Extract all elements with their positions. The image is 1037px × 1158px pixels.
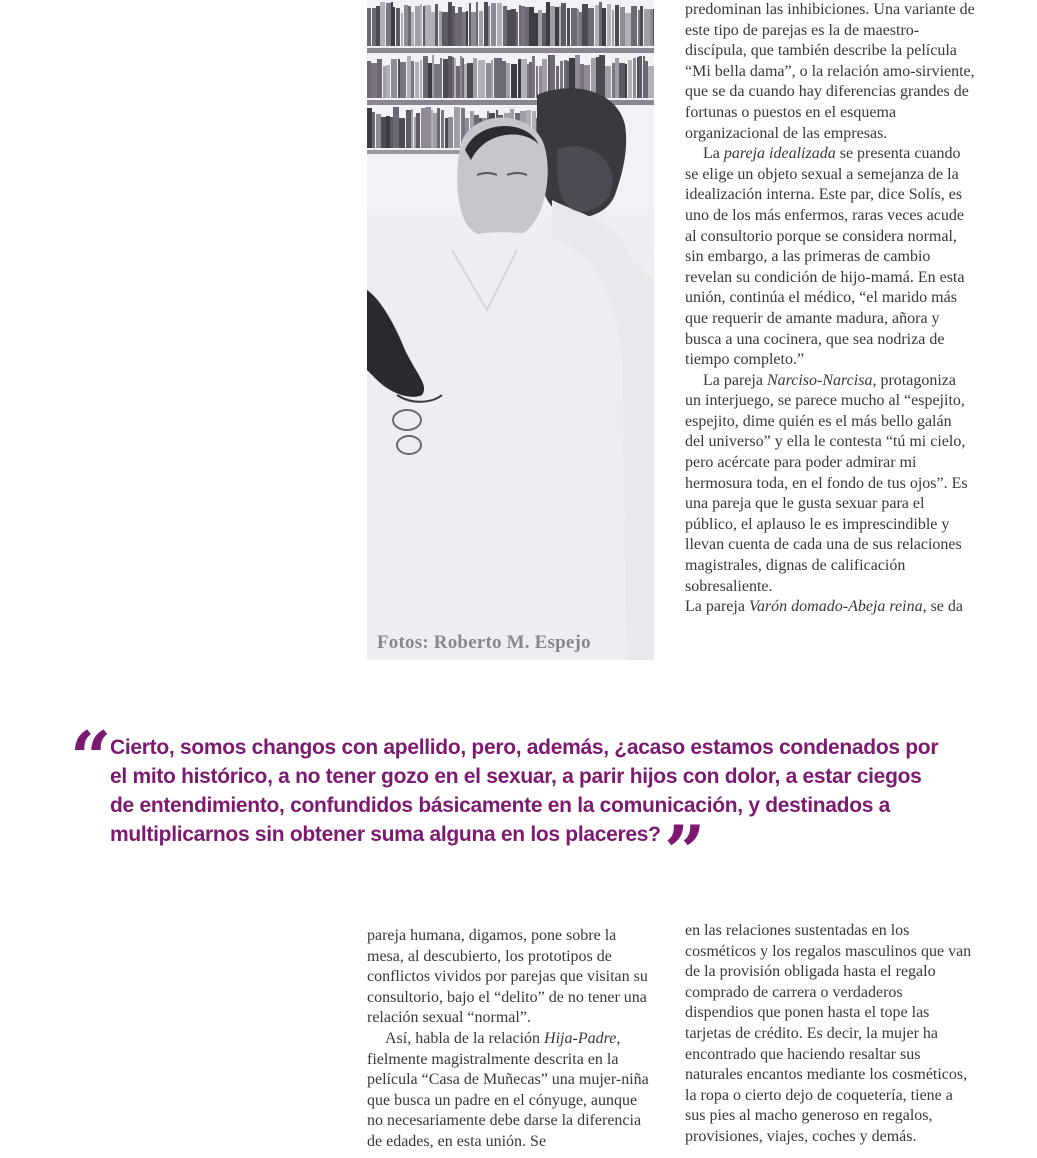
paragraph	[685, 144, 975, 371]
text-run: Así, habla de la relación	[385, 1029, 545, 1047]
article-column-right-bottom	[685, 921, 975, 1148]
paragraph	[685, 371, 975, 598]
text-run: , se da	[922, 598, 963, 616]
article-photo	[367, 0, 654, 660]
article-column-right-top	[685, 0, 975, 618]
text-run: , fielmente magistralmente descrita en la película “Casa de Muñecas” una mujer-niña que busca un padre en el cónyuge, aunque no necesariamente debe darse la diferencia de edades, en esta unión. Se	[367, 1029, 649, 1150]
text-run: , protagoniza un interjuego, se parece mucho al “espejito, espejito, dime quién es el más bello galán del universo” y ella le contesta “tú mi cielo, pero acércate para poder admirar mi hermosura toda, en el fondo de tus ojos”. Es una pareja que le gusta sexuar para el público, el aplauso le es imprescindible y llevan cuenta de cada una de sus relaciones magistrales, dignas de calificación sobresaliente.	[685, 371, 968, 595]
close-quote-mark: ”	[664, 809, 706, 894]
text-run: pareja humana, digamos, pone sobre la mesa, al descubierto, los prototipos de conflictos vividos por parejas que visitan su consultorio, bajo el “delito” de no tener una relación sexual “normal”.	[367, 927, 648, 1027]
paragraph	[367, 926, 657, 1029]
text-run: La	[703, 145, 724, 163]
text-run: se presenta cuando se elige un objeto sexual a semejanza de la idealización interna. Este par, dice Solís, es uno de los más enfermos, raras veces acude al consultorio porque se considera normal, sin embargo, a las primeras de cambio revelan su condición de hijo-mamá. En esta unión, continúa el médico, “el marido más que requerir de amante madura, añora y busca a una cocinera, que sea nodriza de tiempo completo.”	[685, 145, 965, 369]
italic-term: Narciso-Narcisa	[766, 371, 873, 389]
italic-term: pareja idealizada	[723, 145, 836, 163]
photo-illustration	[367, 0, 654, 660]
italic-term: Hija-Padre	[544, 1029, 617, 1047]
text-run: en las relaciones sustentadas en los cosméticos y los regalos masculinos que van de la provisión obligada hasta el regalo comprado de carrera o verdaderos dispendios que ponen hasta el tope las tarjetas de crédito. Es decir, la mujer ha encontrado que haciendo resaltar sus naturales encantos mediante los cosméticos, la ropa o cierto dejo de coquetería, tiene a sus pies al macho generoso en regalos, provisiones, viajes, coches y demás.	[685, 922, 972, 1145]
paragraph	[367, 1029, 657, 1153]
paragraph	[685, 597, 975, 618]
paragraph	[685, 0, 975, 144]
pull-quote: Cierto, somos changos con apellido, pero, además, ¿acaso estamos condenados por el mito histórico, a no tener gozo en el sexuar, a parir hijos con dolor, a estar ciegos de entendimiento, confundidos básicamente en la comunicación, y destinados a multiplicarnos sin obtener suma alguna en los placeres?	[110, 736, 939, 846]
open-quote-mark: “	[70, 715, 112, 800]
article-column-left-bottom	[367, 926, 657, 1153]
paragraph	[685, 921, 975, 1148]
text-run: La pareja	[703, 371, 767, 389]
text-run: predominan las inhibiciones. Una variante de este tipo de parejas es la de maestro-discípula, que también describe la película “Mi bella dama”, o la relación amo-sirviente, que se da cuando hay diferencias grandes de fortunas o puestos en el esquema organizacional de las empresas.	[685, 1, 975, 142]
italic-term: Varón domado-Abeja reina	[748, 598, 923, 616]
photo-credit: Fotos: Roberto M. Espejo	[377, 632, 591, 653]
text-run: La pareja	[685, 598, 749, 616]
